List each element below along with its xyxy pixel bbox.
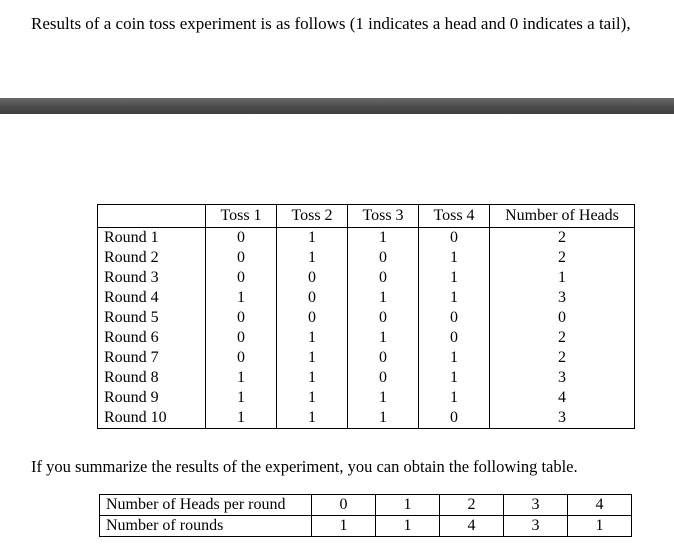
summary-value-cell: 1 <box>376 495 440 516</box>
toss-result-cell: 1 <box>277 388 348 408</box>
summary-value-cell: 1 <box>568 516 632 537</box>
toss-result-cell: 1 <box>277 348 348 368</box>
toss-result-cell: 0 <box>206 308 277 328</box>
toss-result-cell: 0 <box>206 248 277 268</box>
table-row <box>98 268 635 288</box>
round-label: Round 3 <box>98 268 206 288</box>
toss-result-cell: 0 <box>419 328 490 348</box>
summary-text: If you summarize the results of the experiment, you can obtain the following table. <box>31 457 578 476</box>
toss-result-cell: 0 <box>348 368 419 388</box>
table-row <box>98 408 635 429</box>
table-row <box>98 368 635 388</box>
round-label: Round 4 <box>98 288 206 308</box>
header-toss-4: Toss 4 <box>419 205 490 228</box>
table-row <box>98 308 635 328</box>
toss-result-cell: 0 <box>206 268 277 288</box>
summary-value-cell: 2 <box>440 495 504 516</box>
toss-result-cell: 1 <box>206 388 277 408</box>
toss-result-cell: 0 <box>206 228 277 249</box>
toss-result-cell: 1 <box>419 388 490 408</box>
toss-result-cell: 1 <box>419 368 490 388</box>
toss-result-cell: 0 <box>348 308 419 328</box>
table-row <box>98 328 635 348</box>
toss-result-cell: 1 <box>419 288 490 308</box>
toss-result-cell: 0 <box>419 408 490 429</box>
summary-value-cell: 0 <box>312 495 376 516</box>
toss-result-cell: 1 <box>277 328 348 348</box>
divider-bar <box>0 98 674 114</box>
toss-result-cell: 0 <box>419 228 490 249</box>
heads-count-cell: 2 <box>490 248 635 268</box>
toss-result-cell: 1 <box>419 268 490 288</box>
toss-result-cell: 1 <box>277 248 348 268</box>
round-label: Round 1 <box>98 228 206 249</box>
header-toss-3: Toss 3 <box>348 205 419 228</box>
heads-count-cell: 0 <box>490 308 635 328</box>
toss-result-cell: 1 <box>348 408 419 429</box>
toss-result-cell: 0 <box>348 248 419 268</box>
summary-row-label: Number of rounds <box>100 516 312 537</box>
toss-result-cell: 1 <box>206 288 277 308</box>
heads-count-cell: 2 <box>490 328 635 348</box>
toss-result-cell: 1 <box>348 288 419 308</box>
summary-row <box>100 516 632 537</box>
summary-value-cell: 1 <box>376 516 440 537</box>
header-number-of-heads: Number of Heads <box>490 205 635 228</box>
round-label: Round 2 <box>98 248 206 268</box>
toss-result-cell: 0 <box>277 288 348 308</box>
toss-result-cell: 0 <box>277 308 348 328</box>
heads-count-cell: 1 <box>490 268 635 288</box>
toss-result-cell: 1 <box>419 348 490 368</box>
toss-result-cell: 1 <box>206 368 277 388</box>
summary-value-cell: 4 <box>440 516 504 537</box>
toss-result-cell: 1 <box>277 368 348 388</box>
round-label: Round 7 <box>98 348 206 368</box>
heads-count-cell: 4 <box>490 388 635 408</box>
header-toss-2: Toss 2 <box>277 205 348 228</box>
toss-result-cell: 0 <box>277 268 348 288</box>
summary-table <box>99 494 632 537</box>
summary-value-cell: 4 <box>568 495 632 516</box>
coin-toss-table <box>97 204 635 429</box>
toss-result-cell: 0 <box>206 328 277 348</box>
summary-row <box>100 495 632 516</box>
summary-row-label: Number of Heads per round <box>100 495 312 516</box>
toss-result-cell: 1 <box>348 328 419 348</box>
toss-result-cell: 0 <box>419 308 490 328</box>
heads-count-cell: 3 <box>490 408 635 429</box>
table-row <box>98 388 635 408</box>
summary-value-cell: 3 <box>504 516 568 537</box>
round-label: Round 10 <box>98 408 206 429</box>
intro-text: Results of a coin toss experiment is as follows (1 indicates a head and 0 indicates a tail), <box>31 14 631 33</box>
toss-result-cell: 0 <box>348 348 419 368</box>
table-row <box>98 288 635 308</box>
toss-result-cell: 1 <box>348 388 419 408</box>
toss-result-cell: 1 <box>277 228 348 249</box>
table-row <box>98 348 635 368</box>
toss-result-cell: 0 <box>206 348 277 368</box>
header-blank-cell <box>98 205 206 228</box>
table-row <box>98 228 635 249</box>
round-label: Round 9 <box>98 388 206 408</box>
table-header-row <box>98 205 635 228</box>
header-toss-1: Toss 1 <box>206 205 277 228</box>
heads-count-cell: 2 <box>490 228 635 249</box>
toss-result-cell: 1 <box>206 408 277 429</box>
toss-result-cell: 0 <box>348 268 419 288</box>
heads-count-cell: 2 <box>490 348 635 368</box>
heads-count-cell: 3 <box>490 368 635 388</box>
round-label: Round 8 <box>98 368 206 388</box>
table-row <box>98 248 635 268</box>
toss-result-cell: 1 <box>419 248 490 268</box>
summary-value-cell: 1 <box>312 516 376 537</box>
heads-count-cell: 3 <box>490 288 635 308</box>
round-label: Round 5 <box>98 308 206 328</box>
toss-result-cell: 1 <box>277 408 348 429</box>
round-label: Round 6 <box>98 328 206 348</box>
toss-result-cell: 1 <box>348 228 419 249</box>
summary-value-cell: 3 <box>504 495 568 516</box>
